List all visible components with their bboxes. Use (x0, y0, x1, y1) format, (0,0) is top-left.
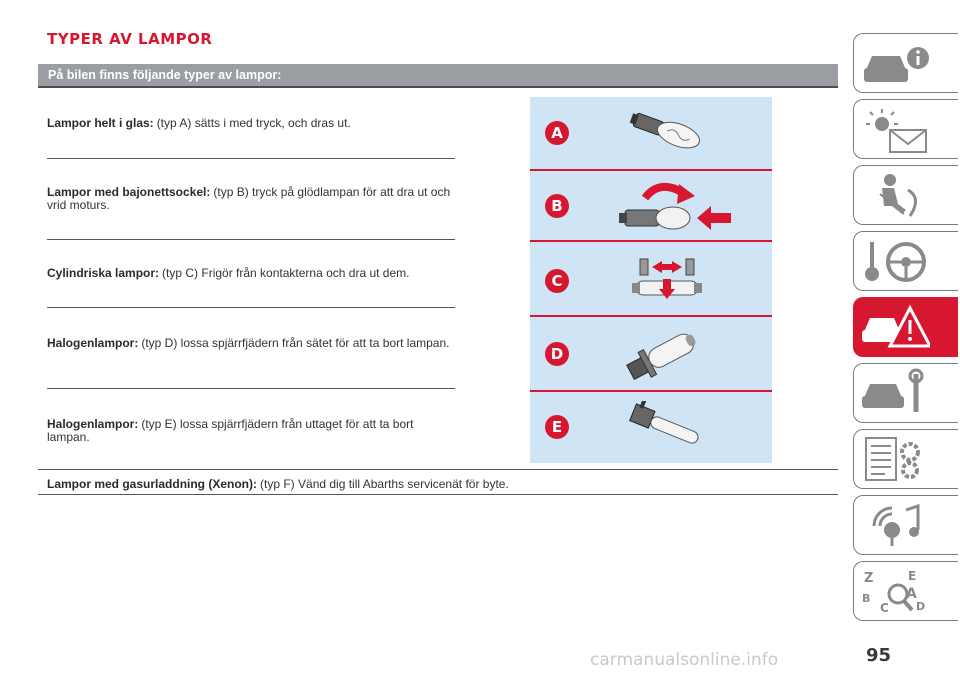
lamp-entry-term: Lampor med gasurladdning (Xenon): (47, 477, 258, 491)
svg-text:B: B (862, 592, 871, 605)
section-header-bar (38, 64, 838, 88)
tab-technical-data[interactable] (853, 429, 958, 489)
lamp-entry-term: Halogenlampor: (47, 336, 139, 350)
tab-warning-lights[interactable] (853, 99, 958, 159)
watermark: carmanualsonline.info (590, 650, 779, 670)
divider (47, 158, 455, 159)
svg-text:D: D (916, 600, 926, 613)
lamp-illustration-panel (530, 97, 772, 463)
divider (47, 239, 455, 240)
svg-text:Z: Z (864, 571, 874, 586)
lamp-row-e (530, 391, 772, 463)
maintenance-icon (860, 368, 930, 420)
bayonet-bulb-icon (615, 176, 735, 236)
lamp-entry-a (47, 117, 452, 130)
divider (38, 494, 838, 495)
lamp-row-d (530, 316, 772, 390)
lamp-row-b (530, 170, 772, 240)
svg-text:C: C (880, 601, 889, 615)
tab-emergency[interactable] (853, 297, 958, 357)
tab-maintenance[interactable] (853, 363, 958, 423)
tab-dashboard-info[interactable] (853, 33, 958, 93)
lamp-entry-text: (typ A) sätts i med tryck, och dras ut. (156, 116, 351, 130)
tab-safety[interactable] (853, 165, 958, 225)
lamp-badge-a: A (545, 121, 569, 145)
lamp-entry-text: (typ E) lossa spjärrfjädern från uttaget för att ta bort lampan. (47, 417, 414, 444)
svg-text:A: A (906, 586, 917, 602)
lamp-entry-f (47, 477, 837, 491)
lamp-entry-text: (typ C) Frigör från kontakterna och dra ut dem. (162, 266, 410, 280)
divider (47, 388, 455, 389)
lamp-row-a (530, 97, 772, 169)
dashboard-info-icon (860, 38, 930, 90)
lamp-entry-text: (typ F) Vänd dig till Abarths servicenät för byte. (260, 477, 509, 491)
page-title: TYPER AV LAMPOR (47, 30, 213, 48)
index-icon (860, 566, 930, 618)
lamp-entry-e (47, 418, 452, 444)
section-header-text: På bilen finns följande typer av lampor: (48, 68, 282, 82)
technical-data-icon (860, 434, 930, 486)
lamp-badge-b: B (545, 194, 569, 218)
safety-icon (860, 170, 930, 222)
wedge-bulb-icon (625, 111, 715, 153)
lamp-badge-d: D (545, 342, 569, 366)
lamp-entry-b (47, 186, 452, 212)
lamp-entry-term: Lampor med bajonettsockel: (47, 185, 211, 199)
starting-driving-icon (860, 236, 930, 288)
halogen-h4-bulb-icon (620, 324, 710, 384)
lamp-entry-text: (typ D) lossa spjärrfjädern från sätet för att ta bort lampan. (141, 336, 450, 350)
tab-starting-driving[interactable] (853, 231, 958, 291)
divider (38, 469, 838, 470)
tab-index[interactable] (853, 561, 958, 621)
warning-lights-icon (860, 104, 930, 156)
lamp-badge-c: C (545, 269, 569, 293)
lamp-entry-term: Cylindriska lampor: (47, 266, 160, 280)
multimedia-icon (860, 500, 930, 552)
lamp-entry-d (47, 337, 452, 350)
tab-multimedia[interactable] (853, 495, 958, 555)
svg-text:E: E (908, 569, 917, 583)
lamp-row-c (530, 241, 772, 315)
divider (47, 307, 455, 308)
emergency-icon (860, 302, 930, 354)
lamp-entry-term: Halogenlampor: (47, 417, 139, 431)
lamp-entry-term: Lampor helt i glas: (47, 116, 154, 130)
lamp-badge-e: E (545, 415, 569, 439)
lamp-entry-text: (typ B) tryck på glödlampan för att dra ut och vrid moturs. (47, 185, 451, 212)
halogen-h1-bulb-icon (622, 401, 712, 453)
page-number: 95 (866, 645, 892, 666)
lamp-entry-c (47, 267, 452, 280)
festoon-bulb-icon (630, 253, 705, 305)
